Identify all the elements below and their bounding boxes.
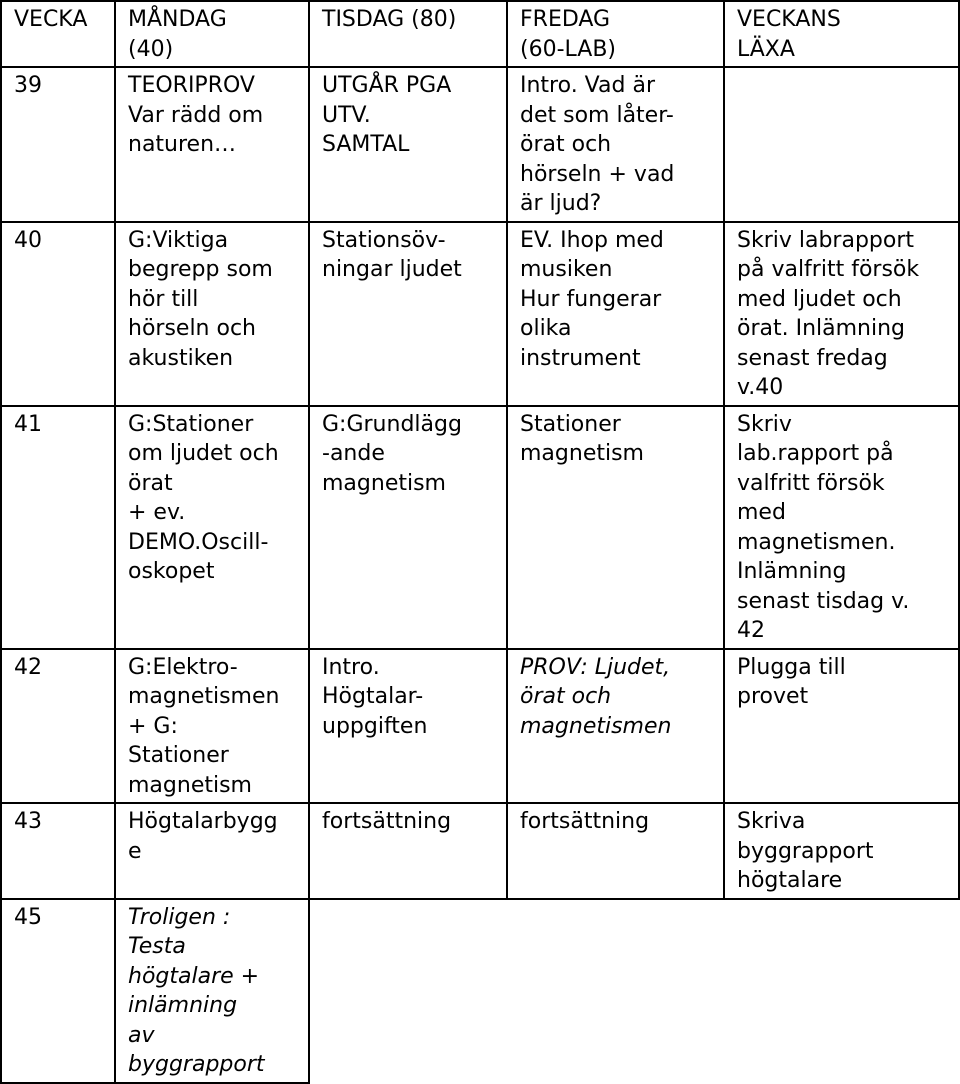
- header-friday: FREDAG (60-LAB): [507, 1, 724, 67]
- monday-cell: TEORIPROV Var rädd om naturen…: [115, 67, 309, 222]
- homework-cell: [724, 67, 959, 222]
- monday-cell: Högtalarbygg e: [115, 803, 309, 899]
- table-row: [1, 899, 959, 1083]
- week-number: 42: [1, 649, 115, 804]
- homework-cell: Plugga till provet: [724, 649, 959, 804]
- table-row: [1, 67, 959, 222]
- header-homework: VECKANS LÄXA: [724, 1, 959, 67]
- header-row: [1, 1, 959, 67]
- week-number: 43: [1, 803, 115, 899]
- header-monday: MÅNDAG (40): [115, 1, 309, 67]
- homework-cell: Skriv lab.rapport på valfritt försök med magnetismen. Inlämning senast tisdag v. 42: [724, 406, 959, 649]
- tuesday-cell: fortsättning: [309, 803, 507, 899]
- monday-cell: G:Viktiga begrepp som hör till hörseln och akustiken: [115, 222, 309, 406]
- week-number: 41: [1, 406, 115, 649]
- homework-cell: Skriva byggrapport högtalare: [724, 803, 959, 899]
- week-number: 45: [1, 899, 115, 1083]
- table-row: [1, 803, 959, 899]
- friday-cell: Intro. Vad är det som låter- örat och hörseln + vad är ljud?: [507, 67, 724, 222]
- tuesday-cell: UTGÅR PGA UTV. SAMTAL: [309, 67, 507, 222]
- tuesday-cell: G:Grundlägg -ande magnetism: [309, 406, 507, 649]
- header-week: VECKA: [1, 1, 115, 67]
- tuesday-cell: Intro. Högtalar- uppgiften: [309, 649, 507, 804]
- table-row: [1, 649, 959, 804]
- table-row: [1, 406, 959, 649]
- friday-cell-exam: PROV: Ljudet, örat och magnetismen: [507, 649, 724, 804]
- homework-cell: Skriv labrapport på valfritt försök med ljudet och örat. Inlämning senast fredag v.40: [724, 222, 959, 406]
- friday-cell: fortsättning: [507, 803, 724, 899]
- monday-cell: G:Stationer om ljudet och örat + ev. DEMO.Oscill- oskopet: [115, 406, 309, 649]
- tuesday-cell: Stationsöv- ningar ljudet: [309, 222, 507, 406]
- header-tuesday: TISDAG (80): [309, 1, 507, 67]
- friday-cell-empty: [507, 899, 724, 1083]
- table-row: [1, 222, 959, 406]
- friday-cell: Stationer magnetism: [507, 406, 724, 649]
- monday-cell: G:Elektro- magnetismen + G: Stationer magnetism: [115, 649, 309, 804]
- tuesday-cell-empty: [309, 899, 507, 1083]
- friday-cell: EV. Ihop med musiken Hur fungerar olika instrument: [507, 222, 724, 406]
- week-number: 40: [1, 222, 115, 406]
- week-number: 39: [1, 67, 115, 222]
- monday-cell-test: Troligen : Testa högtalare + inlämning av byggrapport: [115, 899, 309, 1083]
- homework-cell-empty: [724, 899, 959, 1083]
